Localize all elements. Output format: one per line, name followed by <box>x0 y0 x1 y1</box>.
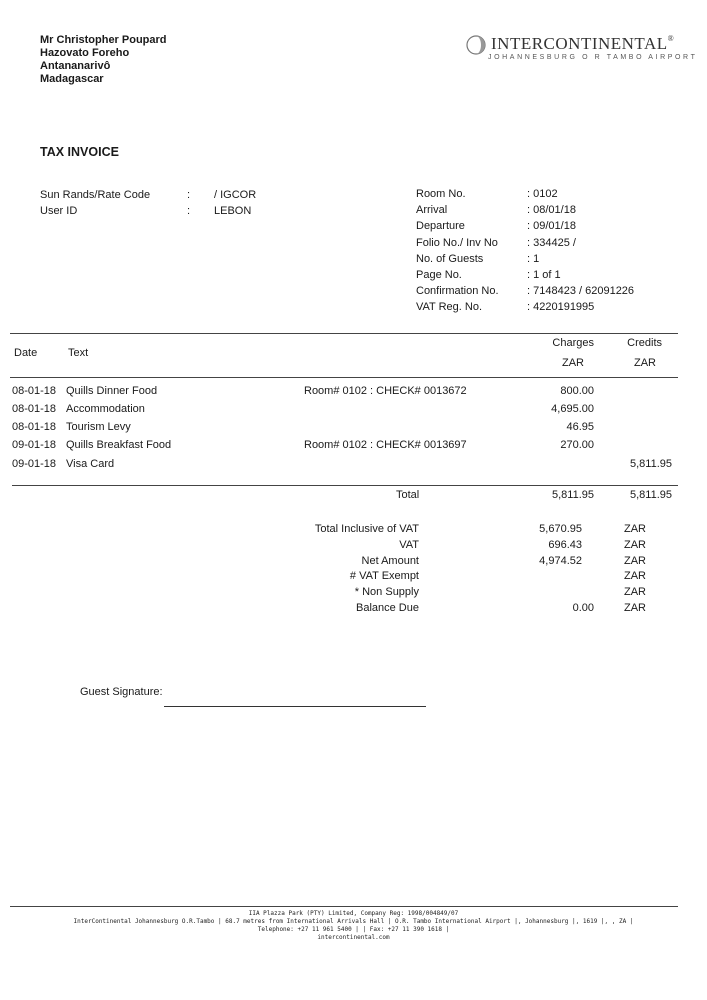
document-title: TAX INVOICE <box>40 145 119 159</box>
row-text: Quills Breakfast Food <box>66 439 172 451</box>
guest-name: Mr Christopher Poupard <box>40 34 167 46</box>
total-label: Total <box>396 489 420 501</box>
info-label: Page No. <box>416 268 462 281</box>
row-text: Accommodation <box>66 403 145 415</box>
summary-label: VAT <box>399 539 419 551</box>
row-text: Quills Dinner Food <box>66 385 158 397</box>
guest-country: Madagascar <box>40 73 104 85</box>
info-value: : 09/01/18 <box>527 220 576 233</box>
footer-company: IIA Plazza Park (PTY) Limited, Company Reg: 1998/004849/07 <box>248 910 459 917</box>
guest-city: Antananarivô <box>40 60 111 72</box>
header-charges: Charges <box>552 337 594 349</box>
info-label: Confirmation No. <box>416 285 499 298</box>
info-label: Folio No./ Inv No <box>416 236 498 249</box>
summary-label: Total Inclusive of VAT <box>314 523 419 535</box>
info-label: Sun Rands/Rate Code <box>40 189 151 201</box>
row-date: 09-01-18 <box>12 439 57 451</box>
summary-currency: ZAR <box>624 539 646 551</box>
header-credits: Credits <box>627 337 662 349</box>
footer-website-link[interactable]: intercontinental.com <box>317 934 390 941</box>
info-value: : 1 <box>527 252 540 265</box>
footer-phone: Telephone: +27 11 961 5400 | | Fax: +27 11 390 1618 | <box>257 926 450 933</box>
info-separator: : <box>187 189 191 201</box>
summary-value: 5,670.95 <box>539 523 582 535</box>
registered-mark: ® <box>667 34 675 43</box>
info-label: No. of Guests <box>416 252 484 265</box>
hotel-name: INTERCONTINENTAL® <box>491 34 675 53</box>
guest-address-line: Hazovato Foreho <box>40 47 130 59</box>
guest-address <box>40 34 167 86</box>
footer-rule <box>10 906 678 907</box>
summary-currency: ZAR <box>624 602 646 614</box>
summary-currency: ZAR <box>624 555 646 567</box>
footer <box>0 910 707 942</box>
table-header-rule <box>10 377 678 378</box>
hotel-logo <box>466 33 696 71</box>
info-value: LEBON <box>214 205 252 217</box>
info-value: : 0102 <box>527 188 558 200</box>
row-date: 08-01-18 <box>12 421 57 433</box>
summary-currency: ZAR <box>624 523 646 535</box>
table-top-rule <box>10 333 678 334</box>
table-total-rule <box>12 485 678 486</box>
summary-currency: ZAR <box>624 586 646 598</box>
info-value: : 1 of 1 <box>527 268 561 281</box>
info-value: : 4220191995 <box>527 301 595 314</box>
summary-label: * Non Supply <box>354 586 419 598</box>
info-value: : 7148423 / 62091226 <box>527 285 635 298</box>
summary-value: 4,974.52 <box>539 555 582 567</box>
info-value: : 08/01/18 <box>527 204 576 217</box>
header-text: Text <box>68 347 89 359</box>
row-reference: Room# 0102 : CHECK# 0013697 <box>304 439 467 451</box>
signature-line <box>164 706 426 707</box>
intercontinental-logo-icon <box>466 35 486 55</box>
summary-label: Balance Due <box>356 602 419 614</box>
info-label: Departure <box>416 220 465 233</box>
info-value: / IGCOR <box>214 189 257 201</box>
signature-label: Guest Signature: <box>80 686 163 698</box>
row-date: 08-01-18 <box>12 403 57 415</box>
header-date: Date <box>14 347 38 359</box>
total-credits: 5,811.95 <box>629 489 672 501</box>
info-label: Arrival <box>416 204 448 217</box>
row-charges: 46.95 <box>566 421 594 433</box>
info-value: : 334425 / <box>527 236 576 249</box>
summary-label: # VAT Exempt <box>349 570 419 582</box>
info-label: Room No. <box>416 188 466 200</box>
hotel-location: JOHANNESBURG O R TAMBO AIRPORT <box>488 54 698 61</box>
row-charges: 270.00 <box>560 439 594 451</box>
row-charges: 800.00 <box>560 385 594 397</box>
info-label: VAT Reg. No. <box>416 301 483 314</box>
header-charges-currency: ZAR <box>562 357 584 369</box>
total-charges: 5,811.95 <box>551 489 594 501</box>
summary-currency: ZAR <box>624 570 646 582</box>
row-date: 08-01-18 <box>12 385 57 397</box>
footer-address: InterContinental Johannesburg O.R.Tambo | 68.7 metres from International Arrivals Hall | O.R. Tambo International Airport |, Johannesburg |, 1619 |, , ZA | <box>73 918 634 925</box>
summary-value: 696.43 <box>548 539 582 551</box>
row-text: Tourism Levy <box>66 421 131 433</box>
summary-value: 0.00 <box>572 602 594 614</box>
row-text: Visa Card <box>66 458 115 470</box>
row-reference: Room# 0102 : CHECK# 0013672 <box>304 385 467 397</box>
row-charges: 4,695.00 <box>551 403 594 415</box>
info-label: User ID <box>40 205 78 217</box>
summary-label: Net Amount <box>361 555 419 567</box>
row-credits: 5,811.95 <box>629 458 672 470</box>
row-date: 09-01-18 <box>12 458 57 470</box>
header-credits-currency: ZAR <box>634 357 656 369</box>
info-separator: : <box>187 205 191 217</box>
